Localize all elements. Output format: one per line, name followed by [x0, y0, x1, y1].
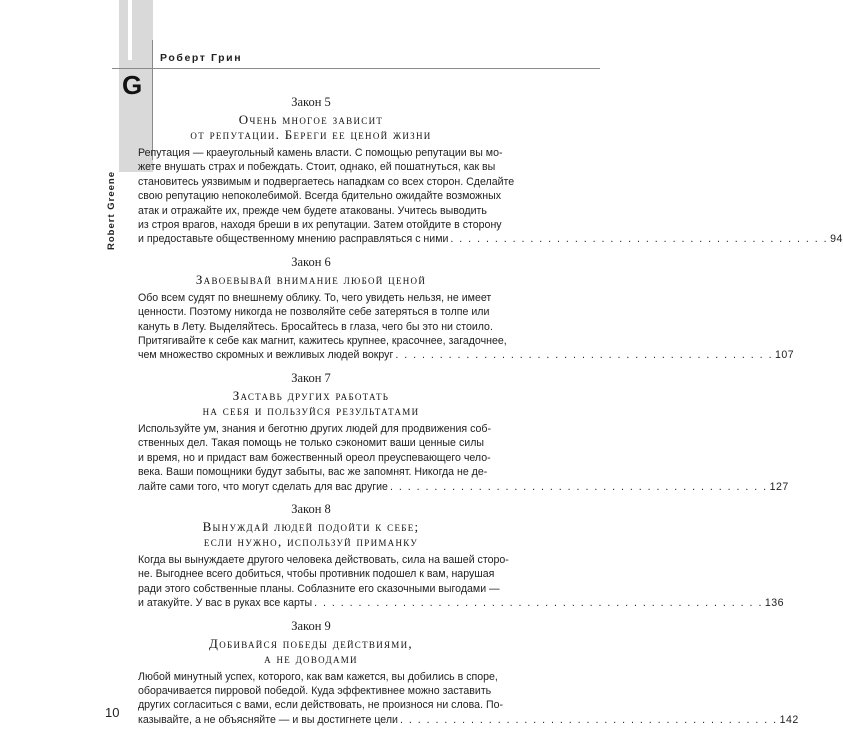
body-line-last — [138, 232, 843, 246]
leader-dots: . . . . . . . . . . . . . . . . . . . . . . . . . . . . . . . . . . . . . . . . . . . — [399, 713, 778, 726]
law-description — [138, 291, 795, 363]
body-line: других согласиться с вами, если действовать, не произнося ни слова. По- — [138, 699, 503, 712]
body-line: атак и отражайте их, прежде чем будете атакованы. Учитесь выводить — [138, 204, 487, 217]
law-entry — [138, 95, 843, 247]
law-number: Закон 6 — [291, 254, 331, 269]
law-title-line: Заставь других работать — [232, 387, 390, 403]
body-line: Любой минутный успех, которого, как вам кажется, вы добились в споре, — [138, 670, 498, 683]
body-line: Обо всем судят по внешнему облику. То, чего увидеть нельзя, не имеет — [138, 291, 492, 304]
law-title-line: от репутации. Береги ее ценой жизни — [190, 127, 432, 142]
header-band-edge — [128, 0, 132, 60]
leader-dots: . . . . . . . . . . . . . . . . . . . . . . . . . . . . . . . . . . . . . . . . . . . . . . . . . . . — [314, 597, 763, 610]
body-line: Притягивайте к себе как магнит, кажитесь крупнее, красочнее, загадочнее, — [138, 335, 507, 348]
law-title-line: Очень многое зависит — [238, 112, 384, 127]
law-description — [138, 422, 789, 494]
body-line-last — [138, 713, 799, 727]
page-reference: 94 — [830, 233, 843, 246]
law-description — [138, 670, 799, 728]
body-line: оборачивается пирровой победой. Куда эффективнее можно заставить — [138, 684, 492, 697]
law-description — [138, 553, 785, 611]
body-line: становитесь уязвимым и подвергаетесь нападкам со всех сторон. Сделайте — [138, 175, 515, 188]
page-reference: 136 — [764, 597, 785, 610]
body-line: кануть в Лету. Выделяйтесь. Бросайтесь в глаза, чего бы это ни стоило. — [138, 320, 493, 333]
body-line: ственных дел. Такая помощь не только сэкономит ваши ценные силы — [138, 437, 484, 450]
law-title-line: на себя и пользуйся результатами — [202, 402, 420, 418]
law-title-line: Завоевывай внимание любой ценой — [195, 271, 427, 287]
law-title-line: Вынуждай людей подойти к себе; — [202, 518, 420, 534]
body-line: Используйте ум, знания и беготню других людей для продвижения соб- — [138, 422, 491, 435]
header-rule — [112, 68, 600, 69]
law-title — [138, 112, 484, 142]
law-entry — [138, 501, 785, 611]
running-head: Роберт Грин — [160, 52, 243, 64]
body-line-last — [138, 596, 785, 610]
table-of-contents — [138, 95, 843, 735]
body-line: жете внушать страх и побеждать. Стоит, однако, ей пошатнуться, как вы — [138, 161, 496, 174]
law-title — [138, 272, 484, 287]
body-line-text: лайте сами того, что могут сделать для вас другие — [138, 480, 388, 493]
law-title-line: если нужно, используй приманку — [203, 533, 419, 549]
law-title-line: Добивайся победы действиями, — [209, 635, 413, 651]
page-reference: 127 — [769, 480, 789, 493]
page-reference: 142 — [779, 713, 799, 726]
law-number: Закон 8 — [291, 501, 331, 516]
book-logo: G — [122, 70, 143, 100]
body-line-text: чем множество скромных и вежливых людей вокруг — [138, 349, 394, 362]
body-line: свою репутацию непоколебимой. Всегда бдительно ожидайте возможных — [138, 190, 501, 203]
body-line: и время, но и придаст вам божественный ореол преуспевающего чело- — [138, 451, 491, 464]
body-line-last — [138, 480, 789, 494]
page-reference: 107 — [775, 349, 795, 362]
law-number: Закон 5 — [291, 95, 331, 109]
body-line: не. Выгоднее всего добиться, чтобы противник подошел к вам, нарушая — [138, 568, 495, 581]
law-entry — [138, 618, 799, 728]
leader-dots: . . . . . . . . . . . . . . . . . . . . . . . . . . . . . . . . . . . . . . . . . . . — [450, 233, 829, 246]
body-line: Репутация — краеугольный камень власти. С помощью репутации вы мо- — [138, 147, 503, 159]
law-entry — [138, 370, 789, 494]
body-line: ценности. Поэтому никогда не позволяйте себе затеряться в толпе или — [138, 306, 490, 319]
body-line: ради этого собственные планы. Соблазните его сказочными выгодами — — [138, 582, 500, 595]
law-title — [138, 519, 484, 549]
body-line-text: и предоставьте общественному мнению расправляться с ними — [138, 233, 449, 246]
body-line-text: и атакуйте. У вас в руках все карты — [138, 597, 313, 610]
law-number: Закон 9 — [291, 618, 331, 633]
law-title-line: а не доводами — [264, 650, 358, 666]
law-description — [138, 146, 843, 247]
body-line: Когда вы вынуждаете другого человека действовать, сила на вашей сторо- — [138, 553, 509, 566]
law-number: Закон 7 — [291, 370, 331, 385]
law-entry — [138, 254, 795, 363]
body-line-text: казывайте, а не объясняйте — и вы достигнете цели — [138, 713, 398, 726]
page-number: 10 — [105, 705, 120, 720]
law-title — [138, 636, 484, 666]
body-line-last — [138, 348, 795, 362]
leader-dots: . . . . . . . . . . . . . . . . . . . . . . . . . . . . . . . . . . . . . . . . . . . — [395, 349, 774, 362]
vertical-author-name: Robert Greene — [106, 171, 117, 250]
law-title — [138, 388, 484, 418]
body-line: из строя врагов, находя бреши в их репутации. Затем отойдите в сторону — [138, 219, 502, 232]
body-line: века. Ваши помощники будут забыты, вас же запомнят. Никогда не де- — [138, 466, 488, 479]
leader-dots: . . . . . . . . . . . . . . . . . . . . . . . . . . . . . . . . . . . . . . . . . . . — [389, 480, 768, 493]
